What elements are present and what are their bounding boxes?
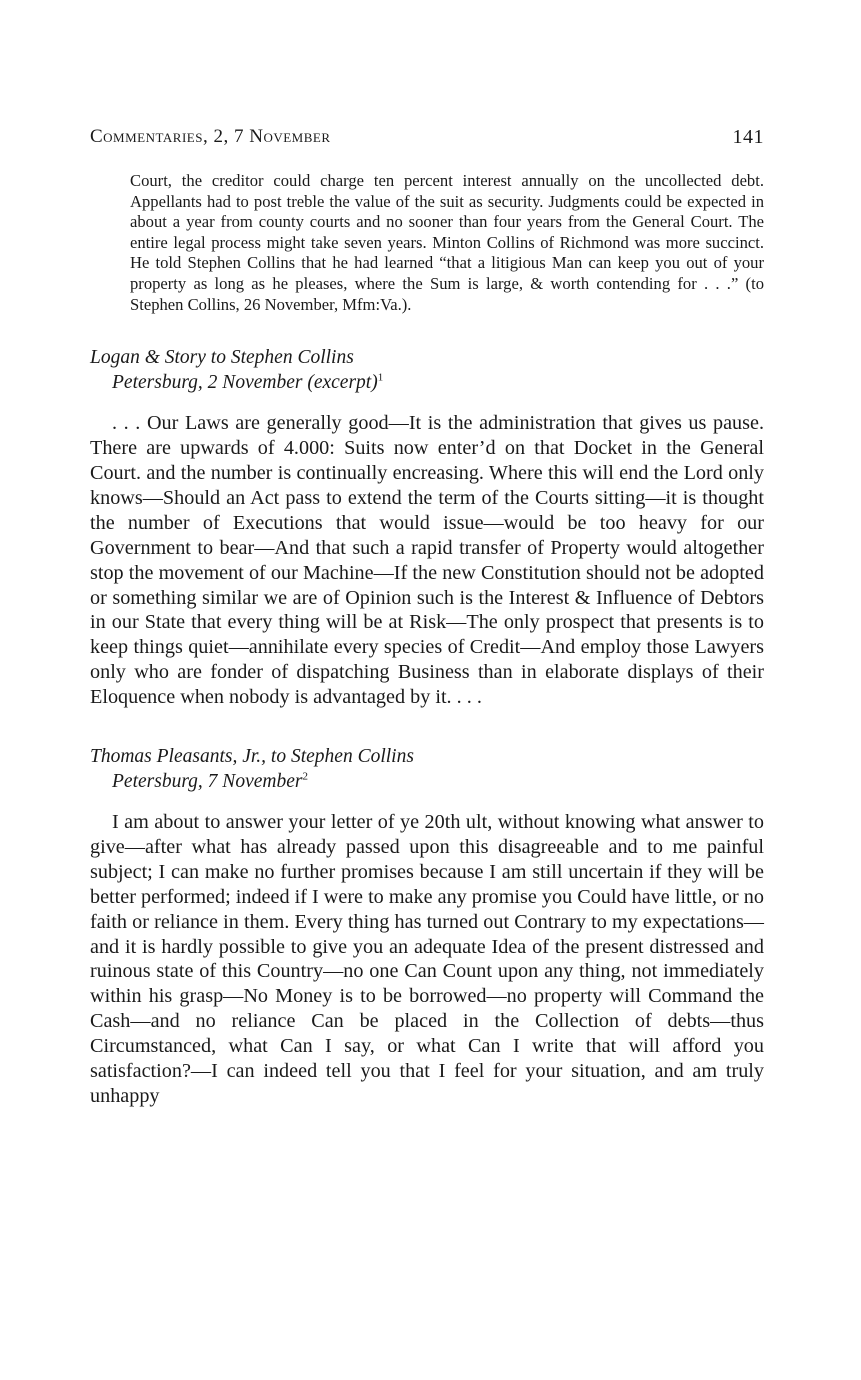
dateline-text: Petersburg, 2 November (excerpt)	[112, 372, 378, 394]
note-reference: 2	[302, 770, 308, 783]
document-title: Thomas Pleasants, Jr., to Stephen Collins	[90, 746, 414, 768]
document-body: I am about to answer your letter of ye 20th ult, without knowing what answer to give—after what has already passed upon this disagreeable and to me painful subject; I can make no further promises because I am still uncertain if they will be better performed; indeed if I were to make any promise you Could have little, or no faith or reliance in them. Every thing has turned out Contrary to my expectations—and it is hardly possible to give you an adequate Idea of the present distressed and ruinous state of this Country—no one Can Count upon any thing, not immediately within his grasp—No Money is to be borrowed—no property will Command the Cash—and no reliance Can be placed in the Collection of debts—thus Circumstanced, what Can I say, or what Can I write that will afford you satisfaction?—I can indeed tell you that I feel for your situation, and am truly unhappy	[90, 811, 764, 1107]
running-head	[90, 126, 764, 152]
dateline-text: Petersburg, 7 November	[112, 771, 303, 793]
document-title: Logan & Story to Stephen Collins	[90, 347, 354, 369]
footnote-continuation: Court, the creditor could charge ten percent interest annually on the uncollected debt. Appellants had to post treble the value of the suit as security. Judgments could be expected in about a year from county courts and no sooner than four years from the General Court. The entire legal process might take seven years. Minton Collins of Richmond was more succinct. He told Stephen Collins that he had learned “that a litigious Man can keep you out of your property as long as he pleases, where the Sum is large, & worth contending for . . .” (to Stephen Collins, 26 November, Mfm:Va.).	[130, 171, 764, 314]
page-number: 141	[732, 126, 764, 148]
running-title: Commentaries, 2, 7 November	[90, 126, 331, 147]
document-heading	[90, 345, 764, 395]
document-body: . . . Our Laws are generally good—It is the administration that gives us pause. There are upwards of 4.000: Suits now enter’d on that Docket in the General Court. and the number is continually encreasing. Where this will end the Lord only knows—Should an Act pass to extend the term of the Courts sitting—it is thought the number of Executions that would issue—would be too heavy for our Government to bear—And that such a rapid transfer of Property would altogether stop the movement of our Machine—If the new Constitution should not be adopted or something similar we are of Opinion such is the Interest & Influence of Debtors in our State that every thing will be at Risk—The only prospect that presents is to keep things quiet—annihilate every species of Credit—And employ those Lawyers only who are fonder of dispatching Business than in elaborate displays of their Eloquence when nobody is advantaged by it. . . .	[90, 412, 764, 709]
document-dateline	[90, 769, 764, 794]
document-heading	[90, 744, 764, 794]
note-reference: 1	[377, 371, 384, 384]
document-dateline	[90, 370, 764, 395]
page	[90, 126, 764, 1109]
